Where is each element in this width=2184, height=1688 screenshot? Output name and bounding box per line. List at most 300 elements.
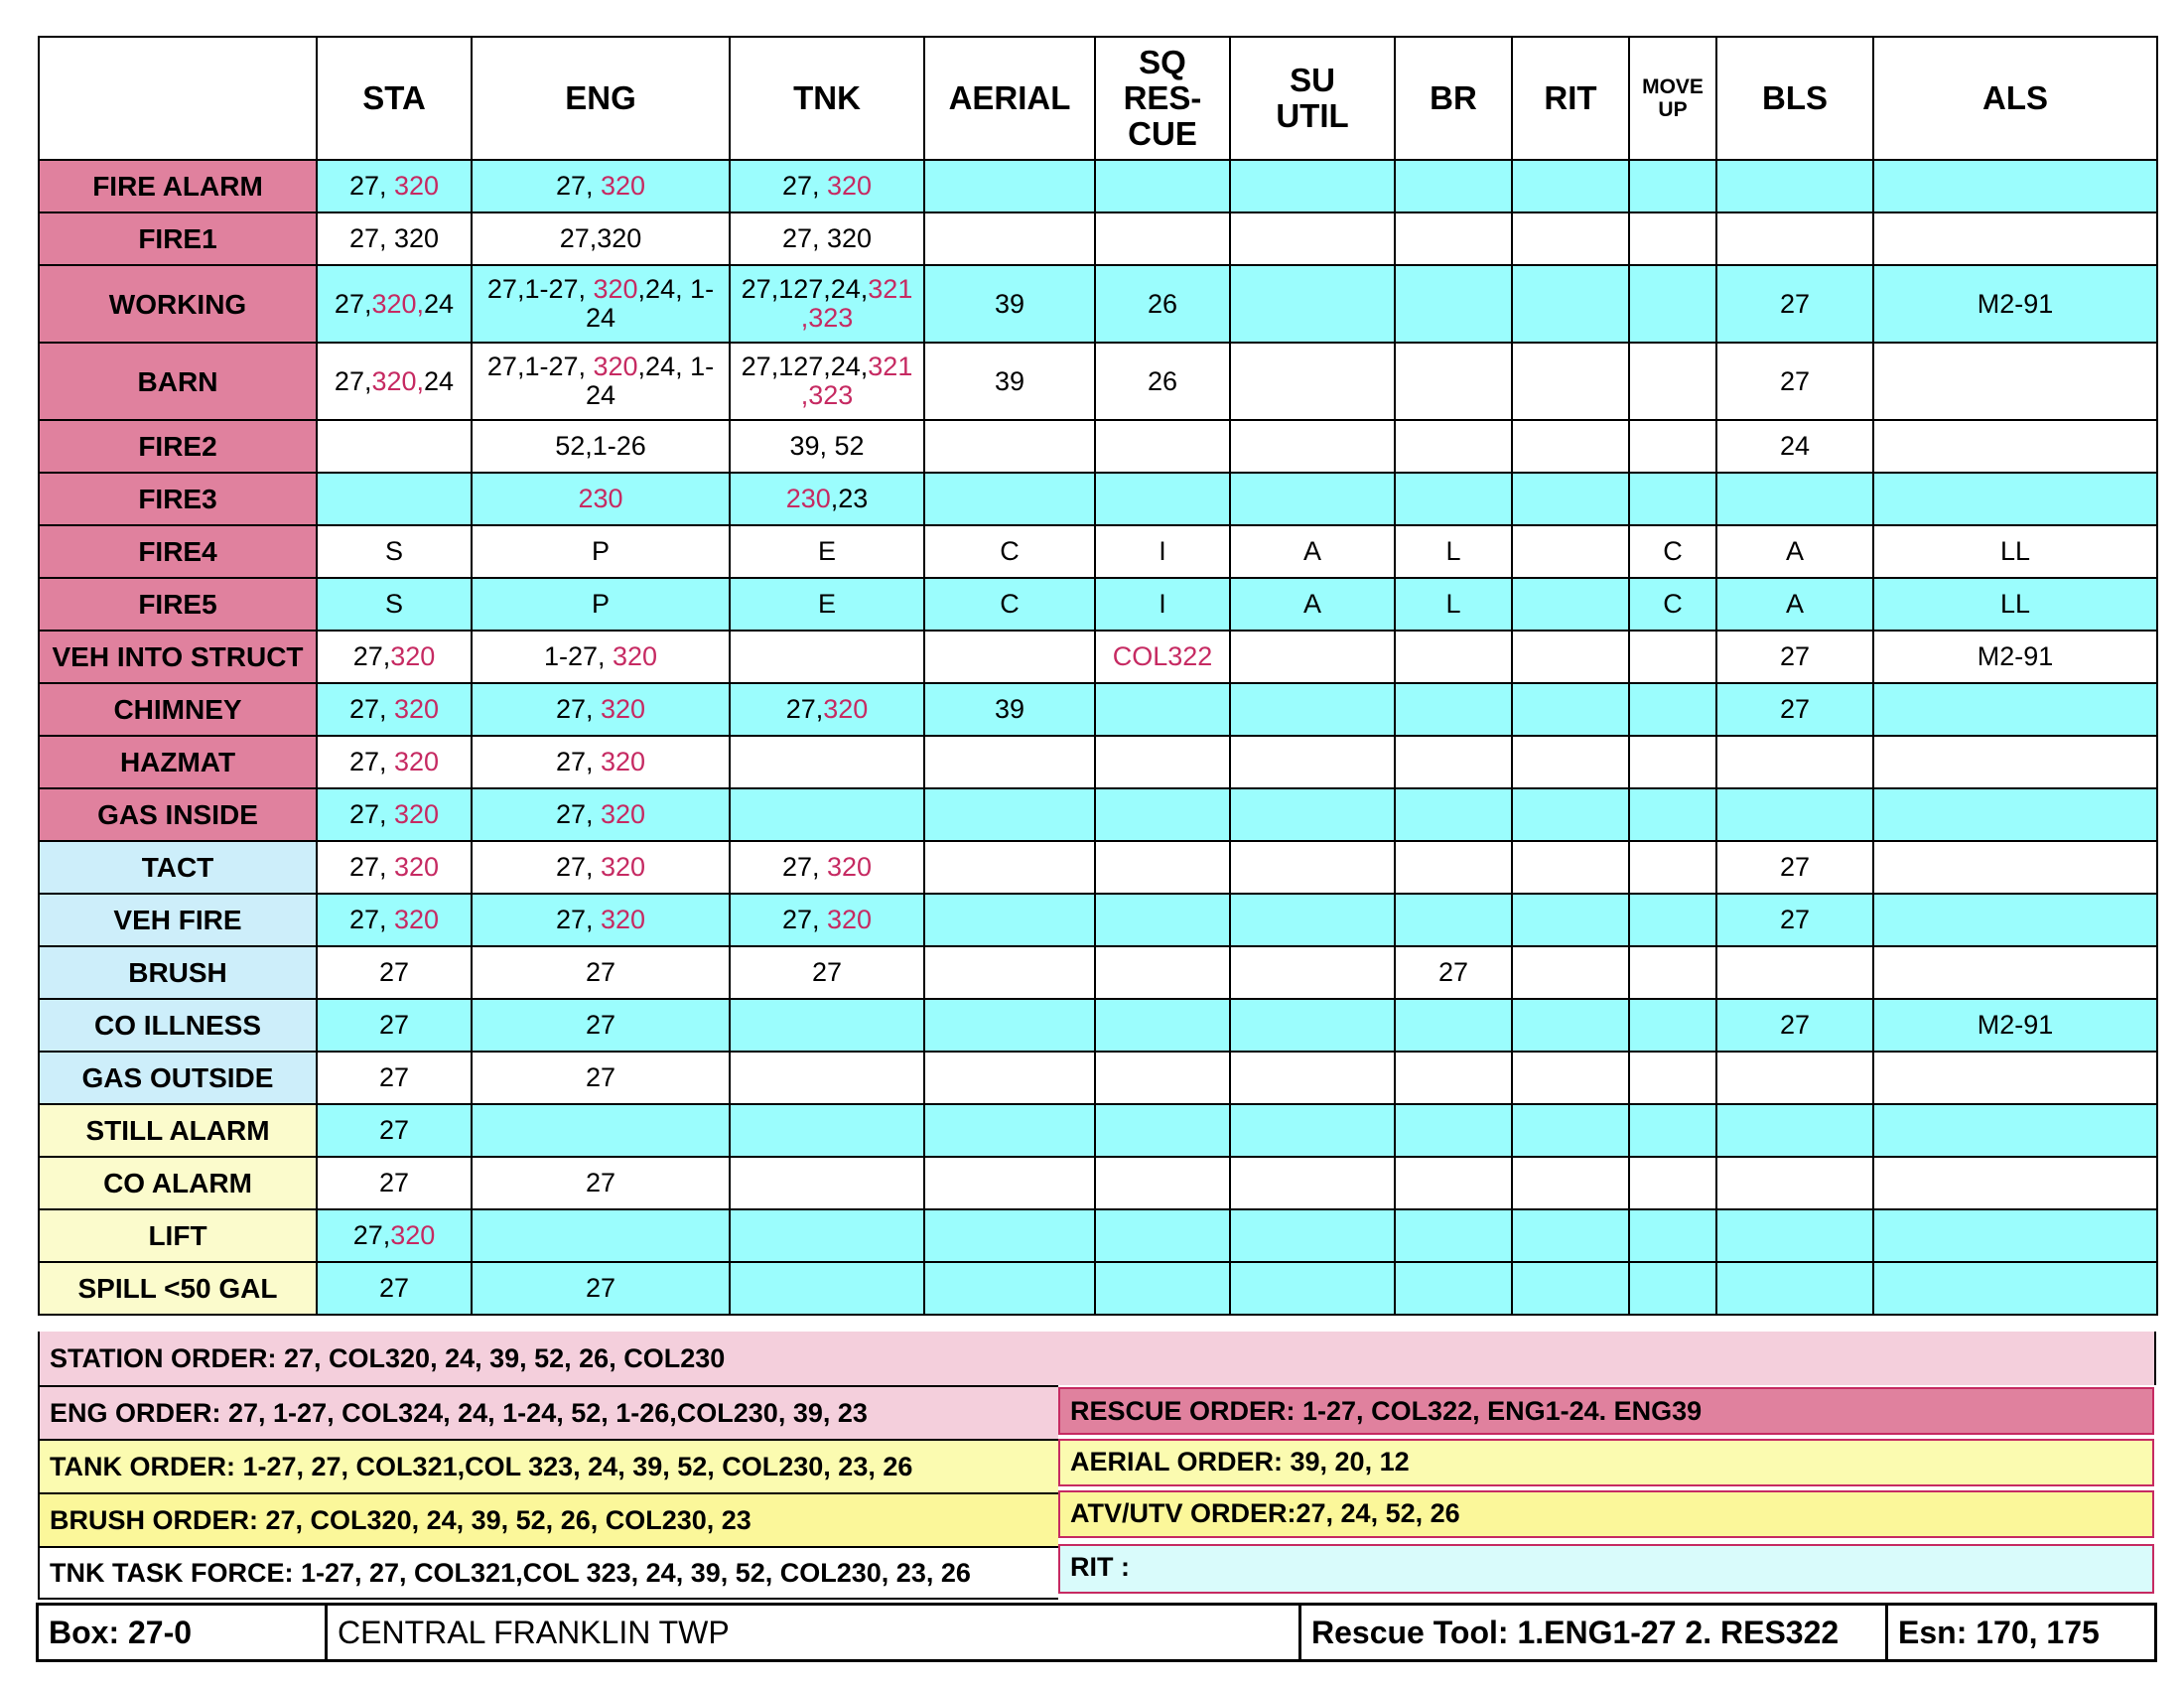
table-cell [317, 1052, 472, 1104]
cell-text: 27 [585, 1168, 616, 1197]
table-cell [317, 212, 472, 265]
aerial-order: AERIAL ORDER: 39, 20, 12 [1058, 1439, 2154, 1486]
table-cell [924, 736, 1095, 788]
table-cell [1512, 265, 1629, 343]
cell-text: M2-91 [1977, 288, 2054, 319]
header-su-util [1230, 37, 1395, 160]
table-cell [1873, 212, 2157, 265]
table-row [39, 999, 2157, 1052]
cell-text: 27 [1779, 365, 1811, 396]
cell-text: 27, [555, 852, 601, 882]
esn: Esn: 170, 175 [1885, 1603, 2157, 1662]
table-cell [472, 631, 730, 683]
cell-text: C [1000, 536, 1020, 566]
table-cell [317, 736, 472, 788]
cell-text: A [1785, 536, 1804, 566]
table-cell [1230, 736, 1395, 788]
cell-text: 27, [352, 1220, 391, 1250]
cell-text: I [1159, 589, 1166, 619]
table-row [39, 631, 2157, 683]
table-cell [1512, 1157, 1629, 1209]
table-cell [1873, 343, 2157, 420]
table-cell [730, 343, 924, 420]
header-line: ENG [565, 79, 636, 116]
table-cell [1095, 999, 1230, 1052]
table-cell [1629, 1104, 1716, 1157]
table-cell [730, 160, 924, 212]
cell-text: 27 [378, 1010, 410, 1040]
cell-text: 27 [378, 1168, 410, 1197]
table-cell [472, 420, 730, 473]
table-cell [317, 1209, 472, 1262]
table-cell [317, 999, 472, 1052]
table-cell [317, 1157, 472, 1209]
header-rit [1512, 37, 1629, 160]
header-line: TNK [793, 79, 861, 116]
highlight-text: 320 [826, 852, 873, 882]
cell-text: 27 [378, 1115, 410, 1145]
table-cell [1716, 999, 1873, 1052]
table-cell [1629, 525, 1716, 578]
table-cell [1873, 1209, 2157, 1262]
rit-order: RIT : [1058, 1544, 2154, 1594]
header-br [1395, 37, 1512, 160]
cell-text: 27 [585, 1062, 616, 1092]
cell-text: S [384, 536, 403, 566]
table-cell [1873, 473, 2157, 525]
cell-text: 27, [348, 799, 394, 829]
header-line: STA [362, 79, 426, 116]
table-cell [730, 578, 924, 631]
row-label: CO ILLNESS [39, 999, 317, 1052]
cell-text: L [1445, 536, 1461, 566]
table-cell [1512, 894, 1629, 946]
table-cell [1395, 1209, 1512, 1262]
table-cell [1230, 160, 1395, 212]
table-cell [1395, 473, 1512, 525]
cell-text: 27, [555, 171, 601, 201]
cell-text: 27 [1779, 852, 1811, 882]
table-cell [1395, 894, 1512, 946]
highlight-text: 321 ,323 [800, 352, 913, 410]
cell-text: 27 [1779, 694, 1811, 724]
row-label: VEH INTO STRUCT [39, 631, 317, 683]
table-cell [1395, 683, 1512, 736]
table-cell [317, 788, 472, 841]
table-row [39, 212, 2157, 265]
table-cell [730, 1052, 924, 1104]
table-cell [1873, 1262, 2157, 1315]
header-eng [472, 37, 730, 160]
table-cell [1873, 894, 2157, 946]
table-cell [317, 420, 472, 473]
table-cell [1395, 1104, 1512, 1157]
cell-text: 27, [555, 799, 601, 829]
table-cell [924, 1104, 1095, 1157]
cell-text: C [1663, 589, 1683, 619]
table-cell [924, 160, 1095, 212]
table-cell [1716, 1104, 1873, 1157]
table-cell [1395, 841, 1512, 894]
table-cell [1629, 736, 1716, 788]
table-cell [730, 1157, 924, 1209]
table-cell [1629, 946, 1716, 999]
highlight-text: 320 [393, 799, 440, 829]
table-cell [1395, 1262, 1512, 1315]
cell-text: A [1785, 589, 1804, 619]
table-cell [1095, 160, 1230, 212]
table-cell [924, 841, 1095, 894]
table-cell [1716, 894, 1873, 946]
tank-order: TANK ORDER: 1-27, 27, COL321,COL 323, 24, 39, 52, COL230, 23, 26 [38, 1439, 1058, 1492]
table-cell [1395, 265, 1512, 343]
cell-text: M2-91 [1977, 1010, 2054, 1040]
highlight-text: 320, [371, 288, 425, 319]
header-aerial [924, 37, 1095, 160]
header-line: BR [1430, 79, 1477, 116]
table-cell [1873, 841, 2157, 894]
table-cell [924, 212, 1095, 265]
table-cell [730, 212, 924, 265]
table-row [39, 683, 2157, 736]
highlight-text: 320 [393, 694, 440, 724]
table-cell [1512, 631, 1629, 683]
table-cell [1230, 473, 1395, 525]
table-cell [1512, 160, 1629, 212]
header-als [1873, 37, 2157, 160]
table-cell [1629, 788, 1716, 841]
table-row [39, 473, 2157, 525]
table-cell [1512, 999, 1629, 1052]
cell-text: 27,320 [559, 223, 642, 253]
table-cell [317, 1262, 472, 1315]
header-line: CUE [1128, 115, 1197, 152]
table-cell [1230, 946, 1395, 999]
table-cell [317, 343, 472, 420]
cell-text: 27, [352, 641, 391, 671]
eng-order: ENG ORDER: 27, 1-27, COL324, 24, 1-24, 52, 1-26,COL230, 39, 23 [38, 1385, 1058, 1439]
table-cell [1716, 946, 1873, 999]
cell-text: 27 [1779, 905, 1811, 934]
table-cell [730, 683, 924, 736]
cell-text: 27 [378, 1273, 410, 1303]
table-cell [1395, 631, 1512, 683]
table-cell [924, 578, 1095, 631]
table-row [39, 1209, 2157, 1262]
table-cell [1512, 578, 1629, 631]
table-cell [1395, 788, 1512, 841]
cell-text: 27 [1437, 957, 1469, 987]
table-cell [1716, 160, 1873, 212]
cell-text: 39 [994, 694, 1025, 724]
table-cell [1716, 525, 1873, 578]
table-cell [924, 894, 1095, 946]
table-cell [924, 1052, 1095, 1104]
table-cell [1095, 212, 1230, 265]
highlight-text: 320 [390, 1220, 436, 1250]
table-cell [1873, 946, 2157, 999]
table-cell [317, 841, 472, 894]
table-cell [317, 946, 472, 999]
cell-text: 27 [585, 1273, 616, 1303]
table-row [39, 1157, 2157, 1209]
township-name: CENTRAL FRANKLIN TWP [325, 1603, 1301, 1662]
highlight-text: 320 [390, 641, 436, 671]
header-line: UP [1658, 98, 1688, 121]
cell-text: ,24, 1-24 [585, 352, 715, 410]
table-cell [472, 212, 730, 265]
table-cell [924, 1209, 1095, 1262]
table-cell [1873, 736, 2157, 788]
table-cell [730, 1262, 924, 1315]
table-row [39, 788, 2157, 841]
cell-text: 27,1-27, [486, 352, 594, 381]
table-cell [1873, 420, 2157, 473]
table-cell [924, 473, 1095, 525]
header-row [39, 37, 2157, 160]
table-cell [472, 841, 730, 894]
table-cell [1629, 999, 1716, 1052]
table-cell [1095, 1262, 1230, 1315]
cell-text: M2-91 [1977, 641, 2054, 671]
row-label: GAS INSIDE [39, 788, 317, 841]
table-cell [730, 946, 924, 999]
table-cell [472, 788, 730, 841]
highlight-text: 320 [826, 171, 873, 201]
cell-text: LL [1999, 536, 2031, 566]
table-cell [1395, 420, 1512, 473]
highlight-text: 320 [593, 352, 638, 381]
cell-text: 27 [585, 1010, 616, 1040]
cell-text: 52,1-26 [555, 431, 646, 461]
cell-text: L [1445, 589, 1461, 619]
table-cell [317, 525, 472, 578]
cell-text: C [1663, 536, 1683, 566]
row-label: FIRE2 [39, 420, 317, 473]
table-cell [472, 1052, 730, 1104]
table-cell [1095, 473, 1230, 525]
cell-text: 27, [785, 694, 824, 724]
row-label: HAZMAT [39, 736, 317, 788]
cell-text: P [591, 589, 610, 619]
row-label: GAS OUTSIDE [39, 1052, 317, 1104]
table-cell [1629, 1209, 1716, 1262]
table-cell [1395, 343, 1512, 420]
table-cell [1873, 525, 2157, 578]
table-cell [1512, 420, 1629, 473]
table-cell [1873, 1052, 2157, 1104]
table-cell [472, 1157, 730, 1209]
header-line: SU [1290, 62, 1335, 98]
table-cell [1512, 525, 1629, 578]
cell-text: 27, [781, 905, 827, 934]
table-cell [730, 1209, 924, 1262]
table-cell [1395, 946, 1512, 999]
table-cell [1230, 631, 1395, 683]
table-cell [1629, 420, 1716, 473]
table-cell [730, 1104, 924, 1157]
row-label: FIRE ALARM [39, 160, 317, 212]
table-cell [472, 1104, 730, 1157]
highlight-text: 320 [600, 694, 646, 724]
table-cell [472, 999, 730, 1052]
table-cell [1512, 736, 1629, 788]
table-cell [924, 683, 1095, 736]
highlight-text: 320 [600, 799, 646, 829]
brush-order: BRUSH ORDER: 27, COL320, 24, 39, 52, 26, COL230, 23 [38, 1492, 1058, 1546]
cell-text: 27, [555, 747, 601, 776]
table-cell [1716, 578, 1873, 631]
table-cell [1512, 1262, 1629, 1315]
table-cell [1395, 160, 1512, 212]
cell-text: 27, [348, 171, 394, 201]
table-cell [317, 1104, 472, 1157]
table-cell [924, 946, 1095, 999]
table-cell [472, 736, 730, 788]
table-cell [1230, 999, 1395, 1052]
table-cell [1873, 578, 2157, 631]
row-label: CO ALARM [39, 1157, 317, 1209]
header-line: RIT [1544, 79, 1597, 116]
header-sq-res-cue [1095, 37, 1230, 160]
table-cell [1230, 525, 1395, 578]
table-row [39, 946, 2157, 999]
table-cell [1230, 1262, 1395, 1315]
header-line: SQ [1139, 44, 1186, 80]
row-label: FIRE1 [39, 212, 317, 265]
table-cell [1230, 578, 1395, 631]
table-cell [1512, 343, 1629, 420]
cell-text: 27,127,24, [741, 352, 869, 381]
table-cell [1095, 265, 1230, 343]
table-row [39, 265, 2157, 343]
table-cell [1512, 1209, 1629, 1262]
table-cell [1512, 473, 1629, 525]
cell-text: 27, [555, 905, 601, 934]
highlight-text: 320 [600, 905, 646, 934]
cell-text: 27 [1779, 288, 1811, 319]
table-cell [317, 160, 472, 212]
table-cell [1395, 578, 1512, 631]
table-cell [1095, 946, 1230, 999]
cell-text: 27, 320 [348, 223, 440, 253]
table-cell [1873, 160, 2157, 212]
table-row [39, 736, 2157, 788]
table-cell [1230, 1052, 1395, 1104]
cell-text: P [591, 536, 610, 566]
table-cell [1716, 788, 1873, 841]
table-cell [1230, 1157, 1395, 1209]
highlight-text: 320 [600, 852, 646, 882]
table-cell [1873, 1157, 2157, 1209]
table-cell [1716, 212, 1873, 265]
table-cell [1395, 1052, 1512, 1104]
table-row [39, 1104, 2157, 1157]
cell-text: S [384, 589, 403, 619]
cell-text: 27, [334, 365, 372, 396]
header-tnk [730, 37, 924, 160]
table-cell [317, 894, 472, 946]
table-cell [730, 788, 924, 841]
table-cell [1716, 1157, 1873, 1209]
table-cell [1095, 683, 1230, 736]
table-row [39, 343, 2157, 420]
table-cell [730, 525, 924, 578]
table-cell [1230, 683, 1395, 736]
cell-text: 27, [334, 288, 372, 319]
table-cell [1873, 999, 2157, 1052]
cell-text: 39, 52 [789, 431, 865, 461]
cell-text: 27 [378, 957, 410, 987]
header-bls [1716, 37, 1873, 160]
tnk-task-force: TNK TASK FORCE: 1-27, 27, COL321,COL 323, 24, 39, 52, COL230, 23, 26 [38, 1546, 1058, 1600]
table-cell [1230, 343, 1395, 420]
cell-text: A [1302, 589, 1321, 619]
highlight-text: 230 [578, 484, 623, 513]
table-cell [1230, 265, 1395, 343]
table-cell [1230, 1104, 1395, 1157]
table-cell [730, 265, 924, 343]
table-cell [317, 473, 472, 525]
table-cell [1629, 841, 1716, 894]
cell-text: 27,1-27, [486, 274, 594, 304]
table-cell [472, 946, 730, 999]
table-cell [1395, 1157, 1512, 1209]
table-cell [730, 420, 924, 473]
table-cell [1230, 212, 1395, 265]
table-cell [1716, 1262, 1873, 1315]
header-line: RES- [1123, 79, 1202, 116]
table-cell [472, 525, 730, 578]
table-cell [1512, 841, 1629, 894]
table-cell [1629, 894, 1716, 946]
table-cell [1230, 788, 1395, 841]
cell-text: 27, [555, 694, 601, 724]
table-cell [1095, 1157, 1230, 1209]
table-cell [924, 265, 1095, 343]
table-cell [472, 160, 730, 212]
row-label: BARN [39, 343, 317, 420]
table-cell [1095, 578, 1230, 631]
row-label: SPILL <50 GAL [39, 1262, 317, 1315]
table-cell [924, 631, 1095, 683]
table-cell [1512, 946, 1629, 999]
table-cell [924, 999, 1095, 1052]
highlight-text: 320 [826, 905, 873, 934]
cell-text: E [817, 589, 836, 619]
highlight-text: 320 [612, 641, 658, 671]
table-cell [1716, 265, 1873, 343]
highlight-text: 320 [600, 171, 646, 201]
table-cell [472, 473, 730, 525]
row-label: CHIMNEY [39, 683, 317, 736]
cell-text: 27, [348, 747, 394, 776]
cell-text: E [817, 536, 836, 566]
table-cell [1629, 1262, 1716, 1315]
header-line: ALS [1982, 79, 2048, 116]
table-cell [317, 578, 472, 631]
table-cell [1095, 1209, 1230, 1262]
table-cell [1716, 683, 1873, 736]
highlight-text: 320, [371, 365, 425, 396]
table-cell [1716, 343, 1873, 420]
table-cell [1095, 1052, 1230, 1104]
header-corner [39, 37, 317, 160]
table-row [39, 160, 2157, 212]
highlight-text: 320 [393, 747, 440, 776]
atv-utv-order: ATV/UTV ORDER:27, 24, 52, 26 [1058, 1490, 2154, 1538]
highlight-text: 320 [393, 905, 440, 934]
